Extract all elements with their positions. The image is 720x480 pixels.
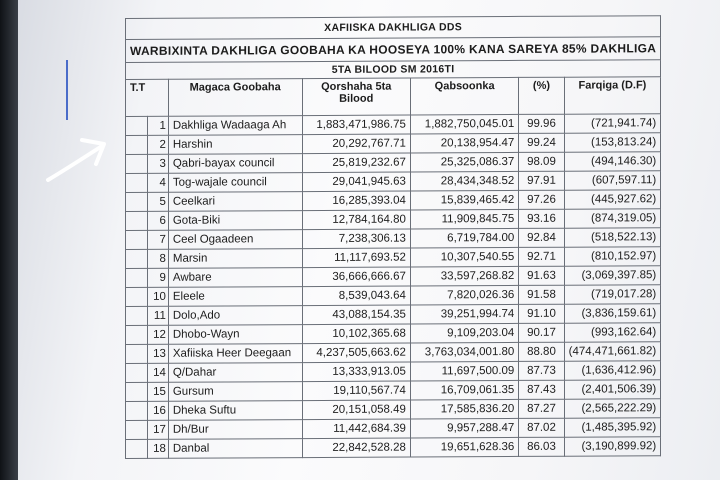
row-collected: 1,882,750,045.01 <box>410 114 518 134</box>
row-blank <box>126 382 148 401</box>
row-plan: 25,819,232.67 <box>302 153 410 173</box>
row-plan: 4,237,505,663.62 <box>302 343 410 363</box>
row-name: Ceel Ogaadeen <box>168 230 302 250</box>
row-collected: 25,325,086.37 <box>410 152 518 172</box>
row-percent: 91.58 <box>519 285 564 304</box>
row-diff: (719,017.28) <box>564 285 661 305</box>
row-diff: (2,401,506.39) <box>564 380 661 400</box>
row-blank <box>126 230 148 249</box>
row-plan: 29,041,945.63 <box>302 172 410 192</box>
row-blank <box>126 192 148 211</box>
row-percent: 98.09 <box>519 152 564 171</box>
row-collected: 19,651,628.36 <box>410 437 518 457</box>
row-blank <box>126 325 148 344</box>
row-diff: (518,522.13) <box>564 228 661 248</box>
row-index: 12 <box>148 325 169 344</box>
row-collected: 39,251,994.74 <box>410 304 518 324</box>
row-name: Tog-wajale council <box>168 173 302 193</box>
screen-edge <box>0 0 18 480</box>
row-diff: (993,162.64) <box>564 323 661 343</box>
col-header-collected: Qabsoonka <box>410 77 518 115</box>
row-collected: 15,839,465.42 <box>410 190 518 210</box>
row-diff: (445,927.62) <box>564 190 661 210</box>
office-title: XAFIISKA DAKHLIGA DDS <box>126 16 661 40</box>
row-collected: 9,109,203.04 <box>410 323 518 343</box>
col-header-name: Magaca Goobaha <box>168 79 302 117</box>
row-plan: 11,442,684.39 <box>302 419 410 439</box>
row-blank <box>126 420 148 439</box>
report-title: WARBIXINTA DAKHLIGA GOOBAHA KA HOOSEYA 100% KANA SAREYA 85% DAKHLIGA <box>126 37 661 63</box>
row-collected: 7,820,026.36 <box>410 285 518 305</box>
revenue-report <box>125 15 657 476</box>
row-plan: 10,102,365.68 <box>302 324 410 344</box>
row-diff: (3,069,397.85) <box>564 266 661 286</box>
row-name: Dakhliga Wadaaga Ah <box>168 116 302 136</box>
row-diff: (874,319.05) <box>564 209 661 229</box>
row-name: Awbare <box>168 268 302 288</box>
row-blank <box>126 173 148 192</box>
row-percent: 87.02 <box>519 418 564 437</box>
row-index: 13 <box>148 344 169 363</box>
row-blank <box>126 154 148 173</box>
row-percent: 93.16 <box>519 209 564 228</box>
row-percent: 87.73 <box>519 361 564 380</box>
row-percent: 87.27 <box>519 399 564 418</box>
row-percent: 86.03 <box>519 437 564 456</box>
row-name: Eleele <box>168 287 302 307</box>
row-plan: 1,883,471,986.75 <box>302 115 410 135</box>
row-index: 3 <box>148 154 169 173</box>
row-blank <box>126 287 148 306</box>
row-percent: 90.17 <box>519 323 564 342</box>
row-name: Dh/Bur <box>168 420 302 440</box>
row-blank <box>126 211 148 230</box>
row-plan: 7,238,306.13 <box>302 229 410 249</box>
col-header-percent: (%) <box>519 77 564 114</box>
row-name: Marsin <box>168 249 302 269</box>
row-index: 17 <box>148 420 169 439</box>
row-name: Xafiiska Heer Deegaan <box>168 344 302 364</box>
row-index: 8 <box>148 249 169 268</box>
row-percent: 87.43 <box>519 380 564 399</box>
row-diff: (1,485,395.92) <box>564 418 661 438</box>
col-header-plan: Qorshaha 5ta Bilood <box>302 78 410 116</box>
row-index: 10 <box>148 287 169 306</box>
row-plan: 22,842,528.28 <box>302 438 410 458</box>
row-diff: (3,190,899.92) <box>564 437 661 457</box>
row-percent: 91.63 <box>519 266 564 285</box>
row-collected: 3,763,034,001.80 <box>410 342 518 362</box>
row-collected: 9,957,288.47 <box>410 418 518 438</box>
row-diff: (810,152.97) <box>564 247 661 267</box>
row-diff: (607,597.11) <box>564 171 661 191</box>
table-row <box>126 437 661 459</box>
row-index: 6 <box>148 211 169 230</box>
col-header-tt: T.T <box>126 79 169 116</box>
row-name: Dheka Suftu <box>168 401 302 421</box>
row-blank <box>126 306 148 325</box>
row-diff: (1,636,412.96) <box>564 361 661 381</box>
row-index: 14 <box>148 363 169 382</box>
report-period: 5TA BILOOD SM 2016TI <box>126 60 661 80</box>
row-collected: 20,138,954.47 <box>410 133 518 153</box>
row-name: Ceelkari <box>168 192 302 212</box>
row-name: Q/Dahar <box>168 363 302 383</box>
hand-drawn-arrow-icon <box>44 128 114 188</box>
row-percent: 97.26 <box>519 190 564 209</box>
row-diff: (494,146.30) <box>564 152 661 172</box>
row-blank <box>126 401 148 420</box>
row-name: Qabri-bayax council <box>168 154 302 174</box>
row-percent: 99.96 <box>519 114 564 133</box>
row-plan: 19,110,567.74 <box>302 381 410 401</box>
row-percent: 92.84 <box>519 228 564 247</box>
row-name: Gota-Biki <box>168 211 302 231</box>
row-index: 5 <box>148 192 169 211</box>
row-percent: 97.91 <box>519 171 564 190</box>
row-name: Dolo,Ado <box>168 306 302 326</box>
revenue-table <box>125 15 661 459</box>
row-diff: (2,565,222.29) <box>564 399 661 419</box>
row-name: Gursum <box>168 382 302 402</box>
row-blank <box>126 363 148 382</box>
row-plan: 16,285,393.04 <box>302 191 410 211</box>
row-collected: 6,719,784.00 <box>410 228 518 248</box>
row-index: 7 <box>148 230 169 249</box>
row-name: Harshin <box>168 135 302 155</box>
row-index: 9 <box>148 268 169 287</box>
row-name: Dhobo-Wayn <box>168 325 302 345</box>
row-blank <box>126 135 148 154</box>
row-blank <box>126 439 148 458</box>
table-header <box>126 77 661 117</box>
row-blank <box>126 249 148 268</box>
col-header-diff: Farqiga (D.F) <box>564 77 661 115</box>
row-collected: 10,307,540.55 <box>410 247 518 267</box>
row-collected: 11,697,500.09 <box>410 361 518 381</box>
row-percent: 88.80 <box>519 342 564 361</box>
row-diff: (474,471,661.82) <box>564 342 661 362</box>
row-percent: 92.71 <box>519 247 564 266</box>
row-collected: 28,434,348.52 <box>410 171 518 191</box>
row-blank <box>126 116 148 135</box>
row-index: 1 <box>148 116 169 135</box>
row-diff: (721,941.74) <box>564 114 661 134</box>
row-plan: 12,784,164.80 <box>302 210 410 230</box>
row-name: Danbal <box>168 439 302 459</box>
row-diff: (153,813.24) <box>564 133 661 153</box>
row-plan: 11,117,693.52 <box>302 248 410 268</box>
row-percent: 99.24 <box>519 133 564 152</box>
row-blank <box>126 344 148 363</box>
row-blank <box>126 268 148 287</box>
row-collected: 16,709,061.35 <box>410 380 518 400</box>
row-plan: 43,088,154.35 <box>302 305 410 325</box>
row-index: 18 <box>148 439 169 458</box>
row-diff: (3,836,159.61) <box>564 304 661 324</box>
row-index: 4 <box>148 173 169 192</box>
row-collected: 33,597,268.82 <box>410 266 518 286</box>
row-collected: 17,585,836.20 <box>410 399 518 419</box>
row-plan: 20,151,058.49 <box>302 400 410 420</box>
row-percent: 91.10 <box>519 304 564 323</box>
row-plan: 20,292,767.71 <box>302 134 410 154</box>
row-index: 11 <box>148 306 169 325</box>
row-plan: 13,333,913.05 <box>302 362 410 382</box>
row-index: 16 <box>148 401 169 420</box>
row-index: 2 <box>148 135 169 154</box>
row-plan: 36,666,666.67 <box>302 267 410 287</box>
row-plan: 8,539,043.64 <box>302 286 410 306</box>
row-index: 15 <box>148 382 169 401</box>
row-collected: 11,909,845.75 <box>410 209 518 229</box>
screen-mark <box>66 60 68 120</box>
